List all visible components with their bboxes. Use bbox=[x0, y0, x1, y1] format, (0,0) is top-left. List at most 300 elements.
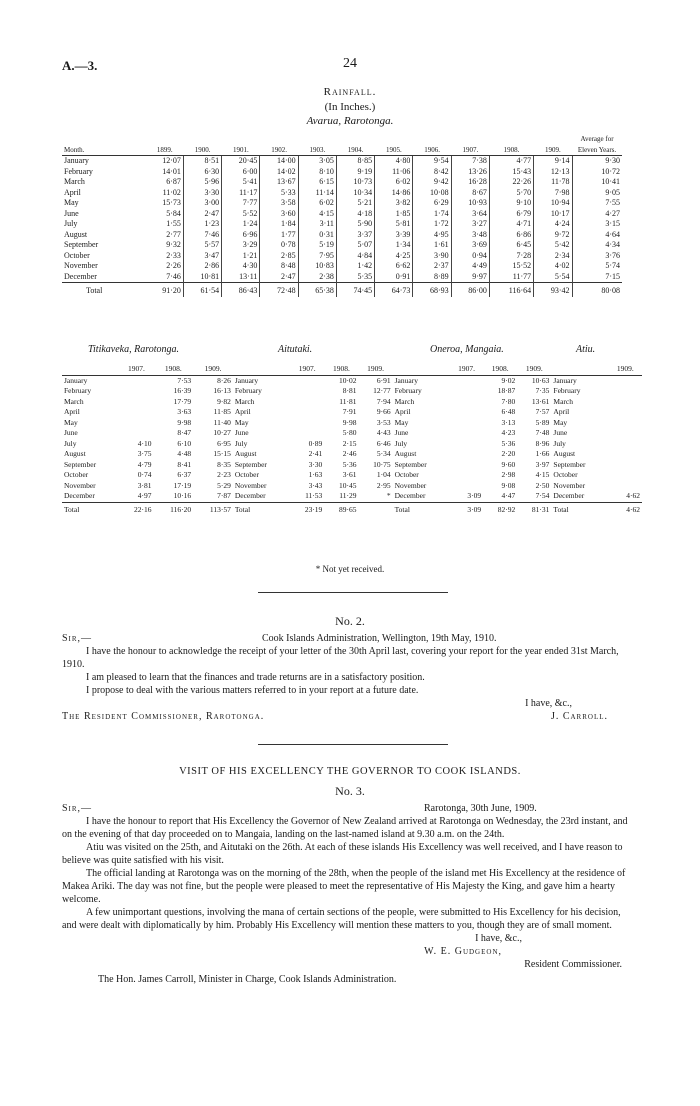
month-cell: April bbox=[64, 187, 81, 197]
station-total-value: 3·09 bbox=[450, 502, 483, 515]
station-row bbox=[62, 386, 642, 397]
station-total-value: 81·31 bbox=[517, 502, 551, 515]
station-value: 9·82 bbox=[217, 396, 231, 406]
station-value: 11·29 bbox=[339, 491, 357, 500]
station-value bbox=[450, 449, 483, 460]
average-value: 7·55 bbox=[572, 198, 622, 209]
rainfall-value: 6·02 bbox=[298, 198, 336, 209]
station-value bbox=[609, 397, 642, 408]
rainfall-value: 9·42 bbox=[413, 177, 451, 188]
rainfall-value: 9·10 bbox=[489, 198, 533, 209]
station-month: May bbox=[553, 417, 568, 427]
table-row bbox=[62, 156, 622, 167]
station-value: 6·37 bbox=[177, 470, 192, 479]
rainfall-value: 1·24 bbox=[222, 219, 260, 230]
station-total-label: Total bbox=[393, 502, 450, 515]
rainfall-value: 5·33 bbox=[260, 188, 298, 199]
rainfall-value: 10·08 bbox=[413, 188, 451, 199]
station-month: July bbox=[234, 438, 248, 448]
station-month: December bbox=[234, 491, 266, 500]
station-month: August bbox=[234, 449, 257, 458]
rainfall-title: Rainfall. bbox=[323, 86, 377, 98]
rainfall-value: 2·47 bbox=[260, 272, 298, 283]
rainfall-value: 11·02 bbox=[162, 187, 181, 197]
rainfall-value: 3·60 bbox=[260, 209, 298, 220]
station-value: 0·74 bbox=[137, 470, 152, 479]
total-value: 116·64 bbox=[489, 283, 533, 297]
rainfall-value: 11·78 bbox=[534, 177, 572, 188]
rainfall-value: 13·26 bbox=[451, 167, 489, 178]
station-year-header: 1909. bbox=[358, 364, 392, 375]
rainfall-value: 8·85 bbox=[336, 156, 374, 167]
station-month: April bbox=[64, 407, 80, 416]
table-row bbox=[62, 272, 622, 283]
rainfall-value: 5·90 bbox=[336, 219, 374, 230]
station-month: September bbox=[553, 459, 586, 469]
station-month: January bbox=[553, 375, 577, 385]
rainfall-value: 4·71 bbox=[489, 219, 533, 230]
rainfall-value: 8·42 bbox=[413, 167, 451, 178]
station-value: 9·60 bbox=[501, 459, 516, 469]
station-value: 2·95 bbox=[376, 480, 391, 490]
total-value: 74·45 bbox=[336, 283, 374, 297]
station-value: 18·87 bbox=[497, 386, 516, 395]
month-cell: September bbox=[64, 240, 99, 249]
station-value bbox=[290, 407, 324, 418]
total-value: 86·00 bbox=[451, 283, 489, 297]
month-column-header bbox=[551, 364, 608, 375]
station-total-value: 113·57 bbox=[193, 502, 233, 515]
rainfall-value: 7·98 bbox=[534, 188, 572, 199]
letter3-paragraph-4: A few unimportant questions, involving the mana of certain sections of the people, were submitted to His Excellency for his decision, and were dealt with diplomatically by him. Probably His Excellency will mention these matters to you, though they are of small moment. bbox=[62, 907, 621, 931]
rainfall-value: 5·54 bbox=[534, 272, 572, 283]
station-value: 3·97 bbox=[535, 459, 550, 469]
total-row bbox=[62, 283, 622, 297]
station-month: November bbox=[553, 480, 586, 490]
rainfall-value: 6·79 bbox=[489, 209, 533, 220]
station-value bbox=[609, 418, 642, 429]
station-value: 5·34 bbox=[376, 449, 391, 458]
rainfall-value: 6·30 bbox=[183, 167, 221, 178]
station-value: 4·79 bbox=[137, 459, 152, 469]
rainfall-value: 4·15 bbox=[298, 209, 336, 220]
station-value: 10·45 bbox=[338, 480, 357, 490]
rainfall-value: 5·35 bbox=[336, 272, 374, 283]
station-value: 17·79 bbox=[173, 396, 192, 406]
rainfall-value: 1·23 bbox=[183, 219, 221, 230]
station-month: March bbox=[64, 396, 84, 406]
station-value: 5·36 bbox=[342, 459, 357, 469]
station-month: January bbox=[234, 375, 259, 385]
station-value: 2·98 bbox=[501, 470, 516, 479]
station-value: 16·13 bbox=[213, 386, 231, 395]
station-row bbox=[62, 407, 642, 418]
station-value: 2·15 bbox=[342, 438, 357, 448]
station-month: October bbox=[394, 470, 419, 479]
station-total-row bbox=[62, 502, 642, 515]
station-year-header: 1908. bbox=[483, 364, 517, 375]
rainfall-value: 8·89 bbox=[413, 272, 451, 283]
rainfall-value: 15·73 bbox=[162, 198, 181, 207]
station-value: 4·43 bbox=[376, 428, 391, 437]
month-cell: December bbox=[64, 271, 97, 281]
station-value: 11·40 bbox=[213, 417, 231, 427]
station-year-header: 1909. bbox=[193, 364, 233, 375]
year-header: 1903. bbox=[298, 134, 336, 156]
rainfall-value: 6·02 bbox=[375, 177, 413, 188]
rainfall-value: 3·69 bbox=[451, 240, 489, 251]
letter3-recipient: The Hon. James Carroll, Minister in Charge, Cook Islands Administration. bbox=[98, 974, 397, 985]
rainfall-value: 10·93 bbox=[451, 198, 489, 209]
station-value bbox=[450, 407, 483, 418]
rainfall-value: 14·00 bbox=[260, 156, 298, 167]
station-value: 7·91 bbox=[342, 407, 357, 416]
letter3-paragraph-2: Atiu was visited on the 25th, and Aitutaki on the 26th. At each of these islands His Excellency was well received, and I have reason to believe was quite satisfied with his visit. bbox=[62, 842, 623, 866]
station-value bbox=[450, 470, 483, 481]
station-month: March bbox=[394, 396, 415, 406]
station-value: 9·98 bbox=[342, 417, 357, 427]
station-month: December bbox=[64, 491, 95, 500]
rainfall-value: 20·45 bbox=[222, 156, 260, 167]
station-month: February bbox=[553, 386, 581, 395]
station-year-header: 1909. bbox=[517, 364, 551, 375]
station-month: April bbox=[234, 407, 251, 416]
rainfall-value: 14·02 bbox=[260, 167, 298, 178]
station-value: 10·16 bbox=[173, 491, 192, 500]
station-month: March bbox=[553, 396, 573, 406]
station-value bbox=[609, 428, 642, 439]
station-row bbox=[62, 375, 642, 386]
rainfall-value: 3·47 bbox=[183, 251, 221, 262]
rainfall-value: 2·86 bbox=[183, 261, 221, 272]
station-month: July bbox=[394, 438, 408, 448]
rainfall-value: 6·86 bbox=[489, 230, 533, 241]
rainfall-value: 13·67 bbox=[260, 177, 298, 188]
station-month: June bbox=[394, 428, 409, 437]
rainfall-table bbox=[62, 134, 622, 297]
station-value bbox=[450, 481, 483, 492]
rainfall-table-wrap bbox=[62, 134, 622, 297]
rainfall-value: 9·14 bbox=[534, 156, 572, 167]
station-total-value: 89·65 bbox=[324, 502, 358, 515]
station-row bbox=[62, 470, 642, 481]
rainfall-value: 8·48 bbox=[260, 261, 298, 272]
station-value bbox=[609, 481, 642, 492]
rainfall-value: 8·51 bbox=[183, 156, 221, 167]
letter3-salutation: Sir,— bbox=[62, 803, 93, 814]
letter2-paragraph-1: I have the honour to acknowledge the receipt of your letter of the 30th April last, covering your report for the year ended 31st March, 1910. bbox=[62, 646, 619, 670]
letter3-address: Rarotonga, 30th June, 1909. bbox=[424, 803, 537, 814]
letter2-address: Cook Islands Administration, Wellington, 19th May, 1910. bbox=[262, 633, 497, 644]
station-value: 17·19 bbox=[173, 480, 192, 490]
station-value: 11·53 bbox=[305, 491, 323, 500]
station-value: 4·47 bbox=[501, 491, 516, 500]
month-cell: January bbox=[64, 156, 89, 165]
total-value: 64·73 bbox=[375, 283, 413, 297]
station-value: 16·39 bbox=[173, 386, 192, 395]
station-value: 15·15 bbox=[213, 449, 231, 458]
station-value bbox=[290, 418, 324, 429]
rainfall-value: 10·73 bbox=[336, 177, 374, 188]
rainfall-value: 1·84 bbox=[260, 219, 298, 230]
station-value: 9·08 bbox=[501, 480, 516, 490]
rainfall-value: 1·72 bbox=[413, 219, 451, 230]
letter3-signature: W. E. Gudgeon, bbox=[424, 946, 502, 957]
rainfall-value: 5·52 bbox=[222, 209, 260, 220]
rainfall-value: 1·74 bbox=[413, 209, 451, 220]
total-value: 65·38 bbox=[298, 283, 336, 297]
rainfall-value: 4·95 bbox=[413, 230, 451, 241]
station-value bbox=[609, 386, 642, 397]
letter3-title: VISIT OF HIS EXCELLENCY THE GOVERNOR TO COOK ISLANDS. bbox=[179, 766, 521, 777]
total-label: Total bbox=[62, 283, 146, 297]
rainfall-value: 5·19 bbox=[298, 240, 336, 251]
letter3-heading: No. 3. bbox=[335, 784, 365, 798]
month-column-header bbox=[393, 364, 450, 375]
footnote: * Not yet received. bbox=[315, 564, 385, 574]
rainfall-value: 9·72 bbox=[534, 230, 572, 241]
station-month: August bbox=[64, 449, 86, 458]
rainfall-value: 6·15 bbox=[298, 177, 336, 188]
table-row bbox=[62, 261, 622, 272]
rainfall-value: 7·28 bbox=[489, 251, 533, 262]
station-value: 6·95 bbox=[217, 438, 231, 448]
rainfall-place: Avarua, Rarotonga. bbox=[306, 115, 394, 127]
station-month: June bbox=[553, 428, 568, 437]
rainfall-value: 9·32 bbox=[166, 240, 181, 249]
rainfall-value: 5·41 bbox=[222, 177, 260, 188]
station-value: 3·75 bbox=[137, 449, 152, 458]
station-year-header: 1907. bbox=[119, 364, 153, 375]
station-total-value: 23·19 bbox=[290, 502, 324, 515]
rainfall-value: 1·61 bbox=[413, 240, 451, 251]
station-tables bbox=[62, 364, 642, 515]
divider bbox=[258, 592, 448, 593]
station-year-header: 1909. bbox=[609, 364, 642, 375]
rainfall-value: 4·30 bbox=[222, 261, 260, 272]
rainfall-value: 7·38 bbox=[451, 156, 489, 167]
letter3-paragraph-3: The official landing at Rarotonga was on the morning of the 28th, when the people of the island met His Excellency at the residence of Makea Ariki. The day was not fine, but the people were pleased to meet the representative of His Majesty the King, and gave him a hearty welcome. bbox=[62, 868, 626, 905]
station-year-header: 1908. bbox=[153, 364, 193, 375]
month-cell: March bbox=[64, 177, 85, 186]
rainfall-value: 4·18 bbox=[336, 209, 374, 220]
station-month: May bbox=[234, 417, 249, 427]
station-value: 8·96 bbox=[535, 438, 550, 448]
station-value: 7·57 bbox=[535, 407, 550, 416]
station-value: 6·46 bbox=[376, 438, 391, 448]
rainfall-value: 3·37 bbox=[336, 230, 374, 241]
rainfall-value: 6·87 bbox=[166, 177, 181, 186]
station-value bbox=[609, 449, 642, 460]
rainfall-value: 7·95 bbox=[298, 251, 336, 262]
rainfall-value: 2·33 bbox=[166, 250, 181, 260]
station-value: 9·02 bbox=[501, 375, 516, 385]
month-column-header bbox=[233, 364, 290, 375]
station-total-label: Total bbox=[551, 502, 608, 515]
station-value bbox=[450, 439, 483, 450]
rainfall-value: 13·11 bbox=[222, 272, 260, 283]
rainfall-value: 2·26 bbox=[166, 261, 181, 270]
average-value: 3·76 bbox=[572, 251, 622, 262]
table-row bbox=[62, 240, 622, 251]
station-value: 1·66 bbox=[535, 449, 550, 458]
rainfall-value: 6·96 bbox=[222, 230, 260, 241]
total-value: 91·20 bbox=[146, 283, 183, 297]
rainfall-value: 11·06 bbox=[375, 167, 413, 178]
station-month: March bbox=[234, 396, 255, 406]
station-value bbox=[450, 397, 483, 408]
average-value: 4·27 bbox=[572, 209, 622, 220]
station-month: November bbox=[234, 480, 267, 490]
rainfall-value: 3·39 bbox=[375, 230, 413, 241]
month-cell: November bbox=[64, 261, 98, 270]
letter2-closing: I have, &c., bbox=[525, 698, 572, 709]
station-value: 5·36 bbox=[501, 438, 516, 448]
station-value: 8·47 bbox=[177, 428, 192, 437]
rainfall-value: 9·97 bbox=[451, 272, 489, 283]
station-value bbox=[450, 375, 483, 386]
station-value: 8·81 bbox=[342, 386, 357, 395]
average-value: 3·15 bbox=[572, 219, 622, 230]
station-atiu: Atiu. bbox=[576, 344, 596, 355]
month-column-header bbox=[62, 364, 119, 375]
station-value bbox=[290, 386, 324, 397]
station-value bbox=[119, 418, 153, 429]
rainfall-value: 4·84 bbox=[336, 251, 374, 262]
station-value: 8·35 bbox=[217, 459, 231, 469]
average-value: 5·74 bbox=[572, 261, 622, 272]
rainfall-value: 7·46 bbox=[183, 230, 221, 241]
station-month: December bbox=[553, 491, 585, 500]
station-value bbox=[290, 428, 324, 439]
station-aitutaki: Aitutaki. bbox=[278, 344, 313, 355]
table-row bbox=[62, 230, 622, 241]
station-value bbox=[119, 375, 153, 386]
station-month: June bbox=[234, 428, 249, 437]
rainfall-value: 6·00 bbox=[222, 167, 260, 178]
year-header: 1901. bbox=[222, 134, 260, 156]
table-row bbox=[62, 167, 622, 178]
station-value bbox=[450, 460, 483, 471]
station-value: 6·10 bbox=[177, 438, 192, 448]
average-value: 10·41 bbox=[572, 177, 622, 188]
rainfall-value: 3·64 bbox=[451, 209, 489, 220]
year-header: 1902. bbox=[260, 134, 298, 156]
station-value: 7·94 bbox=[376, 396, 391, 406]
station-month: April bbox=[553, 407, 570, 416]
station-month: November bbox=[394, 480, 427, 490]
station-value bbox=[119, 386, 153, 397]
rainfall-value: 2·38 bbox=[298, 272, 336, 283]
average-value: 9·05 bbox=[572, 188, 622, 199]
rainfall-value: 22·26 bbox=[489, 177, 533, 188]
station-value: 4·97 bbox=[137, 491, 152, 500]
rainfall-value: 3·05 bbox=[298, 156, 336, 167]
station-value bbox=[450, 418, 483, 429]
station-row bbox=[62, 460, 642, 471]
rainfall-value: 10·34 bbox=[336, 188, 374, 199]
rainfall-value: 5·42 bbox=[534, 240, 572, 251]
rainfall-value: 16·28 bbox=[451, 177, 489, 188]
rainfall-value: 10·17 bbox=[534, 209, 572, 220]
rainfall-value: 10·83 bbox=[298, 261, 336, 272]
rainfall-value: 0·31 bbox=[298, 230, 336, 241]
rainfall-value: 0·78 bbox=[260, 240, 298, 251]
station-value: 7·48 bbox=[535, 428, 550, 437]
rainfall-value: 6·29 bbox=[413, 198, 451, 209]
station-month: August bbox=[553, 449, 576, 458]
station-value: 4·23 bbox=[501, 428, 516, 437]
station-value: 1·63 bbox=[308, 470, 323, 479]
total-value: 86·43 bbox=[222, 283, 260, 297]
year-header: 1904. bbox=[336, 134, 374, 156]
station-value: 2·46 bbox=[342, 449, 357, 458]
station-value bbox=[450, 386, 483, 397]
letter2-paragraph-2: I am pleased to learn that the finances and trade returns are in a satisfactory position. bbox=[86, 672, 425, 683]
rainfall-value: 10·94 bbox=[534, 198, 572, 209]
table-row bbox=[62, 188, 622, 199]
rainfall-value: 2·37 bbox=[413, 261, 451, 272]
station-value bbox=[609, 460, 642, 471]
station-row bbox=[62, 449, 642, 460]
letter2-salutation: Sir,— bbox=[62, 633, 93, 644]
year-header: 1899. bbox=[146, 134, 183, 156]
station-value: 11·81 bbox=[339, 396, 357, 406]
station-total-value: 22·16 bbox=[119, 502, 153, 515]
year-header: 1900. bbox=[183, 134, 221, 156]
station-total-label: Total bbox=[62, 502, 119, 515]
rainfall-value: 8·67 bbox=[451, 188, 489, 199]
station-value: 7·54 bbox=[535, 491, 550, 500]
station-value: 4·15 bbox=[535, 470, 550, 479]
month-cell: October bbox=[64, 250, 90, 260]
rainfall-value: 5·70 bbox=[489, 188, 533, 199]
rainfall-value: 9·19 bbox=[336, 167, 374, 178]
rainfall-value: 2·85 bbox=[260, 251, 298, 262]
divider-2 bbox=[258, 744, 448, 745]
rainfall-value: 1·55 bbox=[166, 219, 181, 228]
letter3 bbox=[62, 802, 632, 986]
station-value: 6·48 bbox=[501, 407, 516, 416]
station-value: 8·26 bbox=[217, 375, 231, 385]
station-value: 4·10 bbox=[137, 438, 152, 448]
table-row bbox=[62, 198, 622, 209]
station-month: September bbox=[64, 459, 97, 469]
rainfall-value: 3·90 bbox=[413, 251, 451, 262]
station-value: 12·77 bbox=[373, 386, 391, 395]
station-row bbox=[62, 439, 642, 450]
station-month: July bbox=[553, 438, 566, 448]
station-value bbox=[609, 375, 642, 386]
rainfall-value: 3·29 bbox=[222, 240, 260, 251]
station-value: 11·85 bbox=[213, 407, 231, 416]
rainfall-value: 15·52 bbox=[489, 261, 533, 272]
station-year-header: 1907. bbox=[450, 364, 483, 375]
rainfall-value: 4·25 bbox=[375, 251, 413, 262]
rainfall-value: 5·57 bbox=[183, 240, 221, 251]
rainfall-value: 3·00 bbox=[183, 198, 221, 209]
letter3-signature-title: Resident Commissioner. bbox=[524, 959, 622, 970]
station-value bbox=[450, 428, 483, 439]
year-header: 1907. bbox=[451, 134, 489, 156]
rainfall-value: 3·11 bbox=[298, 219, 336, 230]
average-value: 7·15 bbox=[572, 272, 622, 283]
station-value: 3·09 bbox=[467, 491, 482, 500]
station-value: 3·53 bbox=[376, 417, 391, 427]
station-value: 7·53 bbox=[177, 375, 192, 385]
station-month: October bbox=[553, 470, 578, 479]
station-value bbox=[609, 470, 642, 481]
